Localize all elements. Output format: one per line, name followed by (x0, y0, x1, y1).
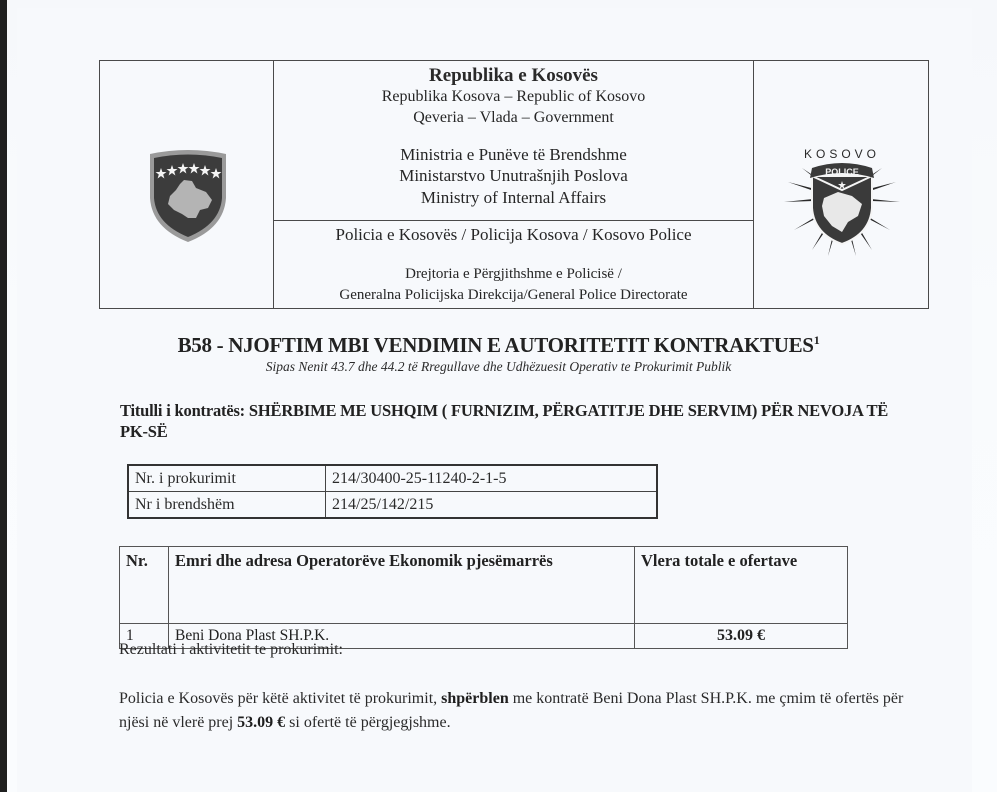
result-paragraph (119, 687, 909, 735)
window-edge (0, 0, 7, 792)
procurement-info-table (127, 464, 658, 519)
award-verb: shpërblen (441, 690, 509, 707)
column-header-operator: Emri dhe adresa Operatorëve Ekonomik pjesëmarrës (169, 547, 635, 624)
table-row (128, 465, 657, 492)
ministry-albanian: Ministria e Punëve të Brendshme (400, 145, 627, 164)
letterhead-center (274, 61, 753, 308)
result-text-3: si ofertë të përgjegjshme. (285, 714, 451, 731)
letterhead (99, 60, 929, 309)
document-subtitle: Sipas Nenit 43.7 dhe 44.2 të Rregullave dhe Udhëzuesit Operativ te Prokurimit Publik (265, 359, 732, 374)
emblem-banner-text: POLICE (825, 167, 859, 177)
ministry-english: Ministry of Internal Affairs (420, 188, 607, 207)
letterhead-right-cell (753, 61, 928, 308)
bids-table (119, 546, 848, 649)
contract-title (120, 400, 900, 442)
table-header-row (120, 547, 848, 624)
directorate-line-1: Drejtoria e Përgjithshme e Policisë / (405, 266, 622, 282)
title-footnote-marker: 1 (813, 333, 820, 347)
result-text-2: me kontratë Beni Dona Plast SH.P.K. me çmim të ofertës për njësi në vlerë prej (119, 690, 904, 731)
document-title (0, 333, 997, 358)
government-block (274, 61, 753, 221)
bid-operator-name: Beni Dona Plast SH.P.K. (169, 624, 635, 649)
award-amount: 53.09 € (237, 714, 286, 731)
column-header-value: Vlera totale e ofertave (635, 547, 848, 624)
contract-label: Titulli i kontratës: (120, 401, 245, 420)
bid-nr: 1 (120, 624, 169, 649)
document-title-text: B58 - NJOFTIM MBI VENDIMIN E AUTORITETIT KONTRAKTUES (177, 333, 814, 357)
procurement-number-value: 214/30400-25-11240-2-1-5 (326, 465, 658, 492)
table-row (128, 492, 657, 519)
internal-number-label: Nr i brendshëm (128, 492, 326, 519)
procurement-number-label: Nr. i prokurimit (128, 465, 326, 492)
kosovo-police-emblem-icon (782, 138, 902, 258)
ministry-serbian: Ministarstvo Unutrašnjih Poslova (399, 166, 628, 185)
result-label: Rezultati i aktivitetit te prokurimit: (119, 641, 343, 658)
police-block (274, 221, 753, 309)
result-text-1: Policia e Kosovës për këtë aktivitet të prokurimit, (119, 690, 442, 707)
bid-total-value: 53.09 € (635, 624, 848, 649)
government-line: Qeveria – Vlada – Government (413, 109, 614, 126)
contract-name: SHËRBIME ME USHQIM ( FURNIZIM, PËRGATITJE DHE SERVIM) PËR NEVOJA TË PK-SË (120, 401, 889, 441)
kosovo-coat-of-arms-icon (146, 148, 230, 244)
republic-title: Republika e Kosovës (429, 65, 598, 86)
emblem-ring-text: KOSOVO (803, 147, 881, 161)
letterhead-left-cell (100, 61, 274, 308)
republic-subtitle: Republika Kosova – Republic of Kosovo (381, 88, 646, 105)
directorate-line-2: Generalna Policijska Direkcija/General Police Directorate (339, 287, 688, 303)
police-name: Policia e Kosovës / Policija Kosova / Kosovo Police (335, 225, 692, 244)
internal-number-value: 214/25/142/215 (326, 492, 658, 519)
column-header-nr: Nr. (120, 547, 169, 624)
